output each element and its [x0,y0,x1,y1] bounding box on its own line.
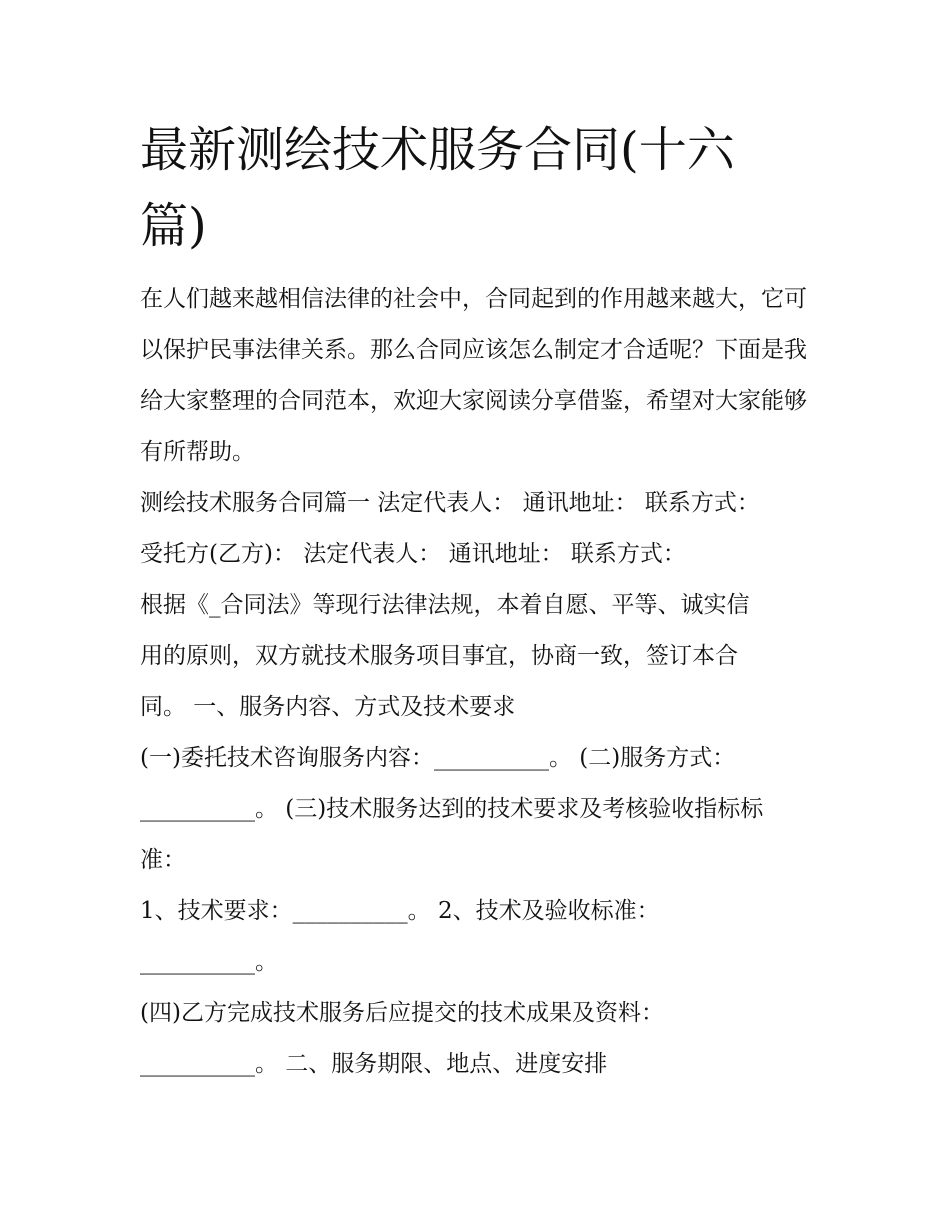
contract-line-9: 1、技术要求：__________。 2、技术及验收标准： [140,898,660,924]
contract-line-12: __________。 二、服务期限、地点、进度安排 [140,1051,608,1077]
contract-line-4: 用的原则，双方就技术服务项目事宜，协商一致，签订本合 [140,643,738,669]
contract-line-1: 测绘技术服务合同篇一 法定代表人： 通讯地址： 联系方式： [140,490,760,516]
contract-line-3: 根据《_合同法》等现行法律法规，本着自愿、平等、诚实信 [140,592,750,618]
contract-line-8: 准： [140,847,186,873]
document-title: 最新测绘技术服务合同(十六篇) [140,122,735,254]
contract-line-10: __________。 [140,949,278,975]
intro-paragraph: 在人们越来越相信法律的社会中，合同起到的作用越来越大，它可以保护民事法律关系。那么合同应该怎么制定才合适呢？下面是我给大家整理的合同范本，欢迎大家阅读分享借鉴，希望对大家能够有所帮助。 [140,286,807,465]
contract-line-5: 同。 一、服务内容、方式及技术要求 [140,694,516,720]
contract-line-2: 受托方(乙方)： 法定代表人： 通讯地址： 联系方式： [140,541,686,567]
contract-line-6: (一)委托技术咨询服务内容：__________。 (二)服务方式： [140,745,736,771]
contract-line-7: __________。 (三)技术服务达到的技术要求及考核验收指标标 [140,796,764,822]
contract-line-11: (四)乙方完成技术服务后应提交的技术成果及资料： [140,1000,664,1026]
